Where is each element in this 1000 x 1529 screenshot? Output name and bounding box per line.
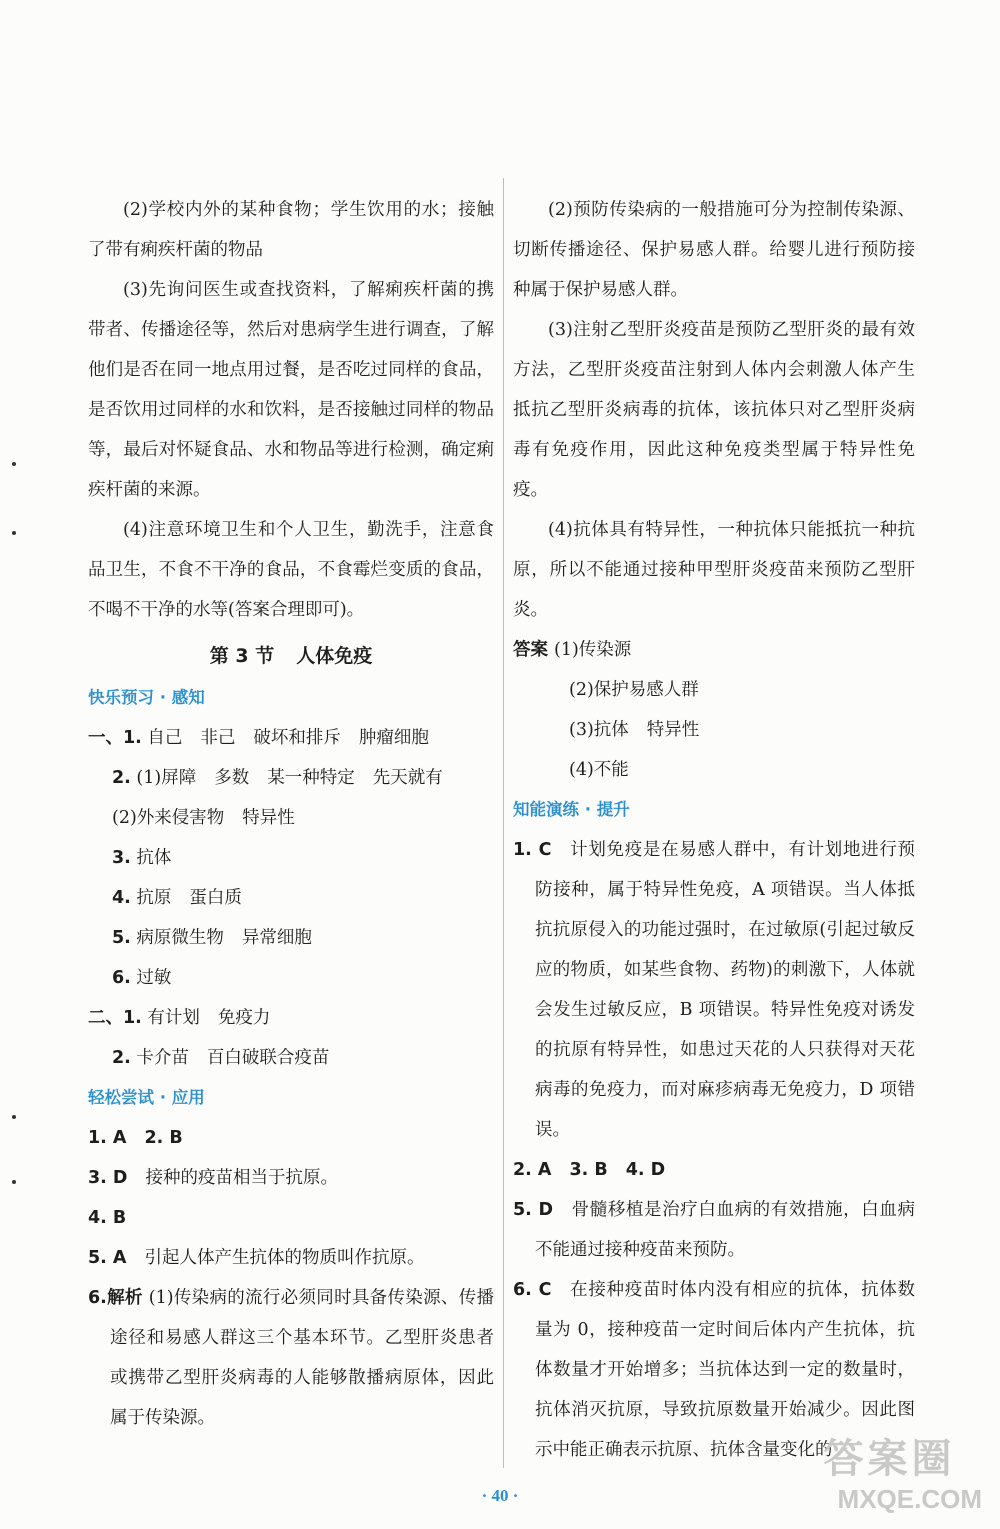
- answer-line: 4. B: [88, 1208, 127, 1228]
- answer-line: 5. A 引起人体产生抗体的物质叫作抗原。: [88, 1248, 425, 1268]
- left-column: [88, 190, 494, 1438]
- scan-dot: [12, 1115, 16, 1119]
- explanation: 6. C 在接种疫苗时体内没有相应的抗体，抗体数量为 0，接种疫苗一定时间后体内产生抗体，抗体数量才开始增多；当抗体达到一定的数量时，抗体消灭抗原，导致抗原数量开始减少。因此图示中能正确表示抗原、抗体含量变化的: [513, 1280, 915, 1460]
- column-divider: [503, 178, 504, 1468]
- answer-line: 2. 卡介苗 百白破联合疫苗: [112, 1048, 330, 1068]
- question-number: 2.: [112, 768, 131, 788]
- answer-line: 答案 (1)传染源: [513, 640, 632, 660]
- question-number: 5.: [112, 928, 131, 948]
- answer-line: 4. 抗原 蛋白质: [112, 888, 242, 908]
- answer-label: 答案: [513, 640, 548, 660]
- section-number: 第 3 节: [209, 645, 275, 667]
- section-heading: 知能演练 · 提升: [513, 800, 630, 819]
- answer-line: 3. D 接种的疫苗相当于抗原。: [88, 1168, 338, 1188]
- section-title: [88, 636, 494, 676]
- paragraph: (4)抗体具有特异性，一种抗体只能抵抗一种抗原，所以不能通过接种甲型肝炎疫苗来预防乙型肝炎。: [513, 520, 915, 620]
- answer-line: 5. 病原微生物 异常细胞: [112, 928, 312, 948]
- explanation: 5. D 骨髓移植是治疗白血病的有效措施，白血病不能通过接种疫苗来预防。: [513, 1200, 915, 1260]
- section-name: 人体免疫: [296, 645, 373, 667]
- watermark: [824, 1427, 982, 1515]
- answer-line: 1. A 2. B: [88, 1128, 183, 1148]
- answer-line: (2)保护易感人群: [569, 680, 699, 700]
- answer-line: 2. A 3. B 4. D: [513, 1160, 666, 1180]
- question-number: 4.: [112, 888, 131, 908]
- paragraph: (3)注射乙型肝炎疫苗是预防乙型肝炎的最有效方法，乙型肝炎疫苗注射到人体内会刺激人体产生抵抗乙型肝炎病毒的抗体，该抗体只对乙型肝炎病毒有免疫作用，因此这种免疫类型属于特异性免疫。: [513, 320, 915, 500]
- answer-line: 二、1. 有计划 免疫力: [88, 1008, 271, 1028]
- explanation: 1. C 计划免疫是在易感人群中，有计划地进行预防接种，属于特异性免疫，A 项错误。当人体抵抗抗原侵入的功能过强时，在过敏原(引起过敏反应的物质，如某些食物、药物)的刺激下，人体就会发生过敏反应，B 项错误。特异性免疫对诱发的抗原有特异性，如患过天花的人只获得对天花病毒的免疫力，而对麻疹病毒无免疫力，D 项错误。: [513, 840, 915, 1140]
- question-number: 2.: [112, 1048, 131, 1068]
- question-number: 二、1.: [88, 1008, 142, 1028]
- answer-line: 6. 过敏: [112, 968, 172, 988]
- scan-dot: [12, 462, 16, 466]
- answer-line: 3. 抗体: [112, 848, 172, 868]
- scan-dot: [12, 531, 16, 535]
- section-heading: 快乐预习 · 感知: [88, 688, 205, 707]
- right-column: [513, 190, 915, 1470]
- answer-line: 一、1. 自己 非己 破坏和排斥 肿瘤细胞: [88, 728, 429, 748]
- question-number: 3.: [112, 848, 131, 868]
- paragraph: (4)注意环境卫生和个人卫生，勤洗手，注意食品卫生，不食不干净的食品，不食霉烂变质的食品，不喝不干净的水等(答案合理即可)。: [88, 520, 494, 620]
- answer-line: (3)抗体 特异性: [569, 720, 700, 740]
- question-number: 一、1.: [88, 728, 142, 748]
- paragraph: (2)学校内外的某种食物；学生饮用的水；接触了带有痢疾杆菌的物品: [88, 200, 494, 260]
- scan-dot: [12, 1180, 16, 1184]
- paragraph: (2)预防传染病的一般措施可分为控制传染源、切断传播途径、保护易感人群。给婴儿进行预防接种属于保护易感人群。: [513, 200, 915, 300]
- page-number: · 40 ·: [481, 1486, 519, 1505]
- question-number: 6.: [112, 968, 131, 988]
- watermark-url: MXQE.COM: [837, 1484, 982, 1514]
- section-heading: 轻松尝试 · 应用: [88, 1088, 205, 1107]
- watermark-logo: 答案圈: [823, 1437, 956, 1481]
- answer-line: (2)外来侵害物 特异性: [112, 808, 295, 828]
- answer-line: (4)不能: [569, 760, 629, 780]
- explanation: 6.解析 (1)传染病的流行必须同时具备传染源、传播途径和易感人群这三个基本环节。乙型肝炎患者或携带乙型肝炎病毒的人能够散播病原体，因此属于传染源。: [88, 1288, 495, 1428]
- explanation-label: 解析: [106, 1288, 143, 1308]
- paragraph: (3)先询问医生或查找资料，了解痢疾杆菌的携带者、传播途径等，然后对患病学生进行调查，了解他们是否在同一地点用过餐，是否吃过同样的食品，是否饮用过同样的水和饮料，是否接触过同样的物品等，最后对怀疑食品、水和物品等进行检测，确定痢疾杆菌的来源。: [88, 280, 494, 500]
- answer-line: 2. (1)屏障 多数 某一种特定 先天就有: [112, 768, 443, 788]
